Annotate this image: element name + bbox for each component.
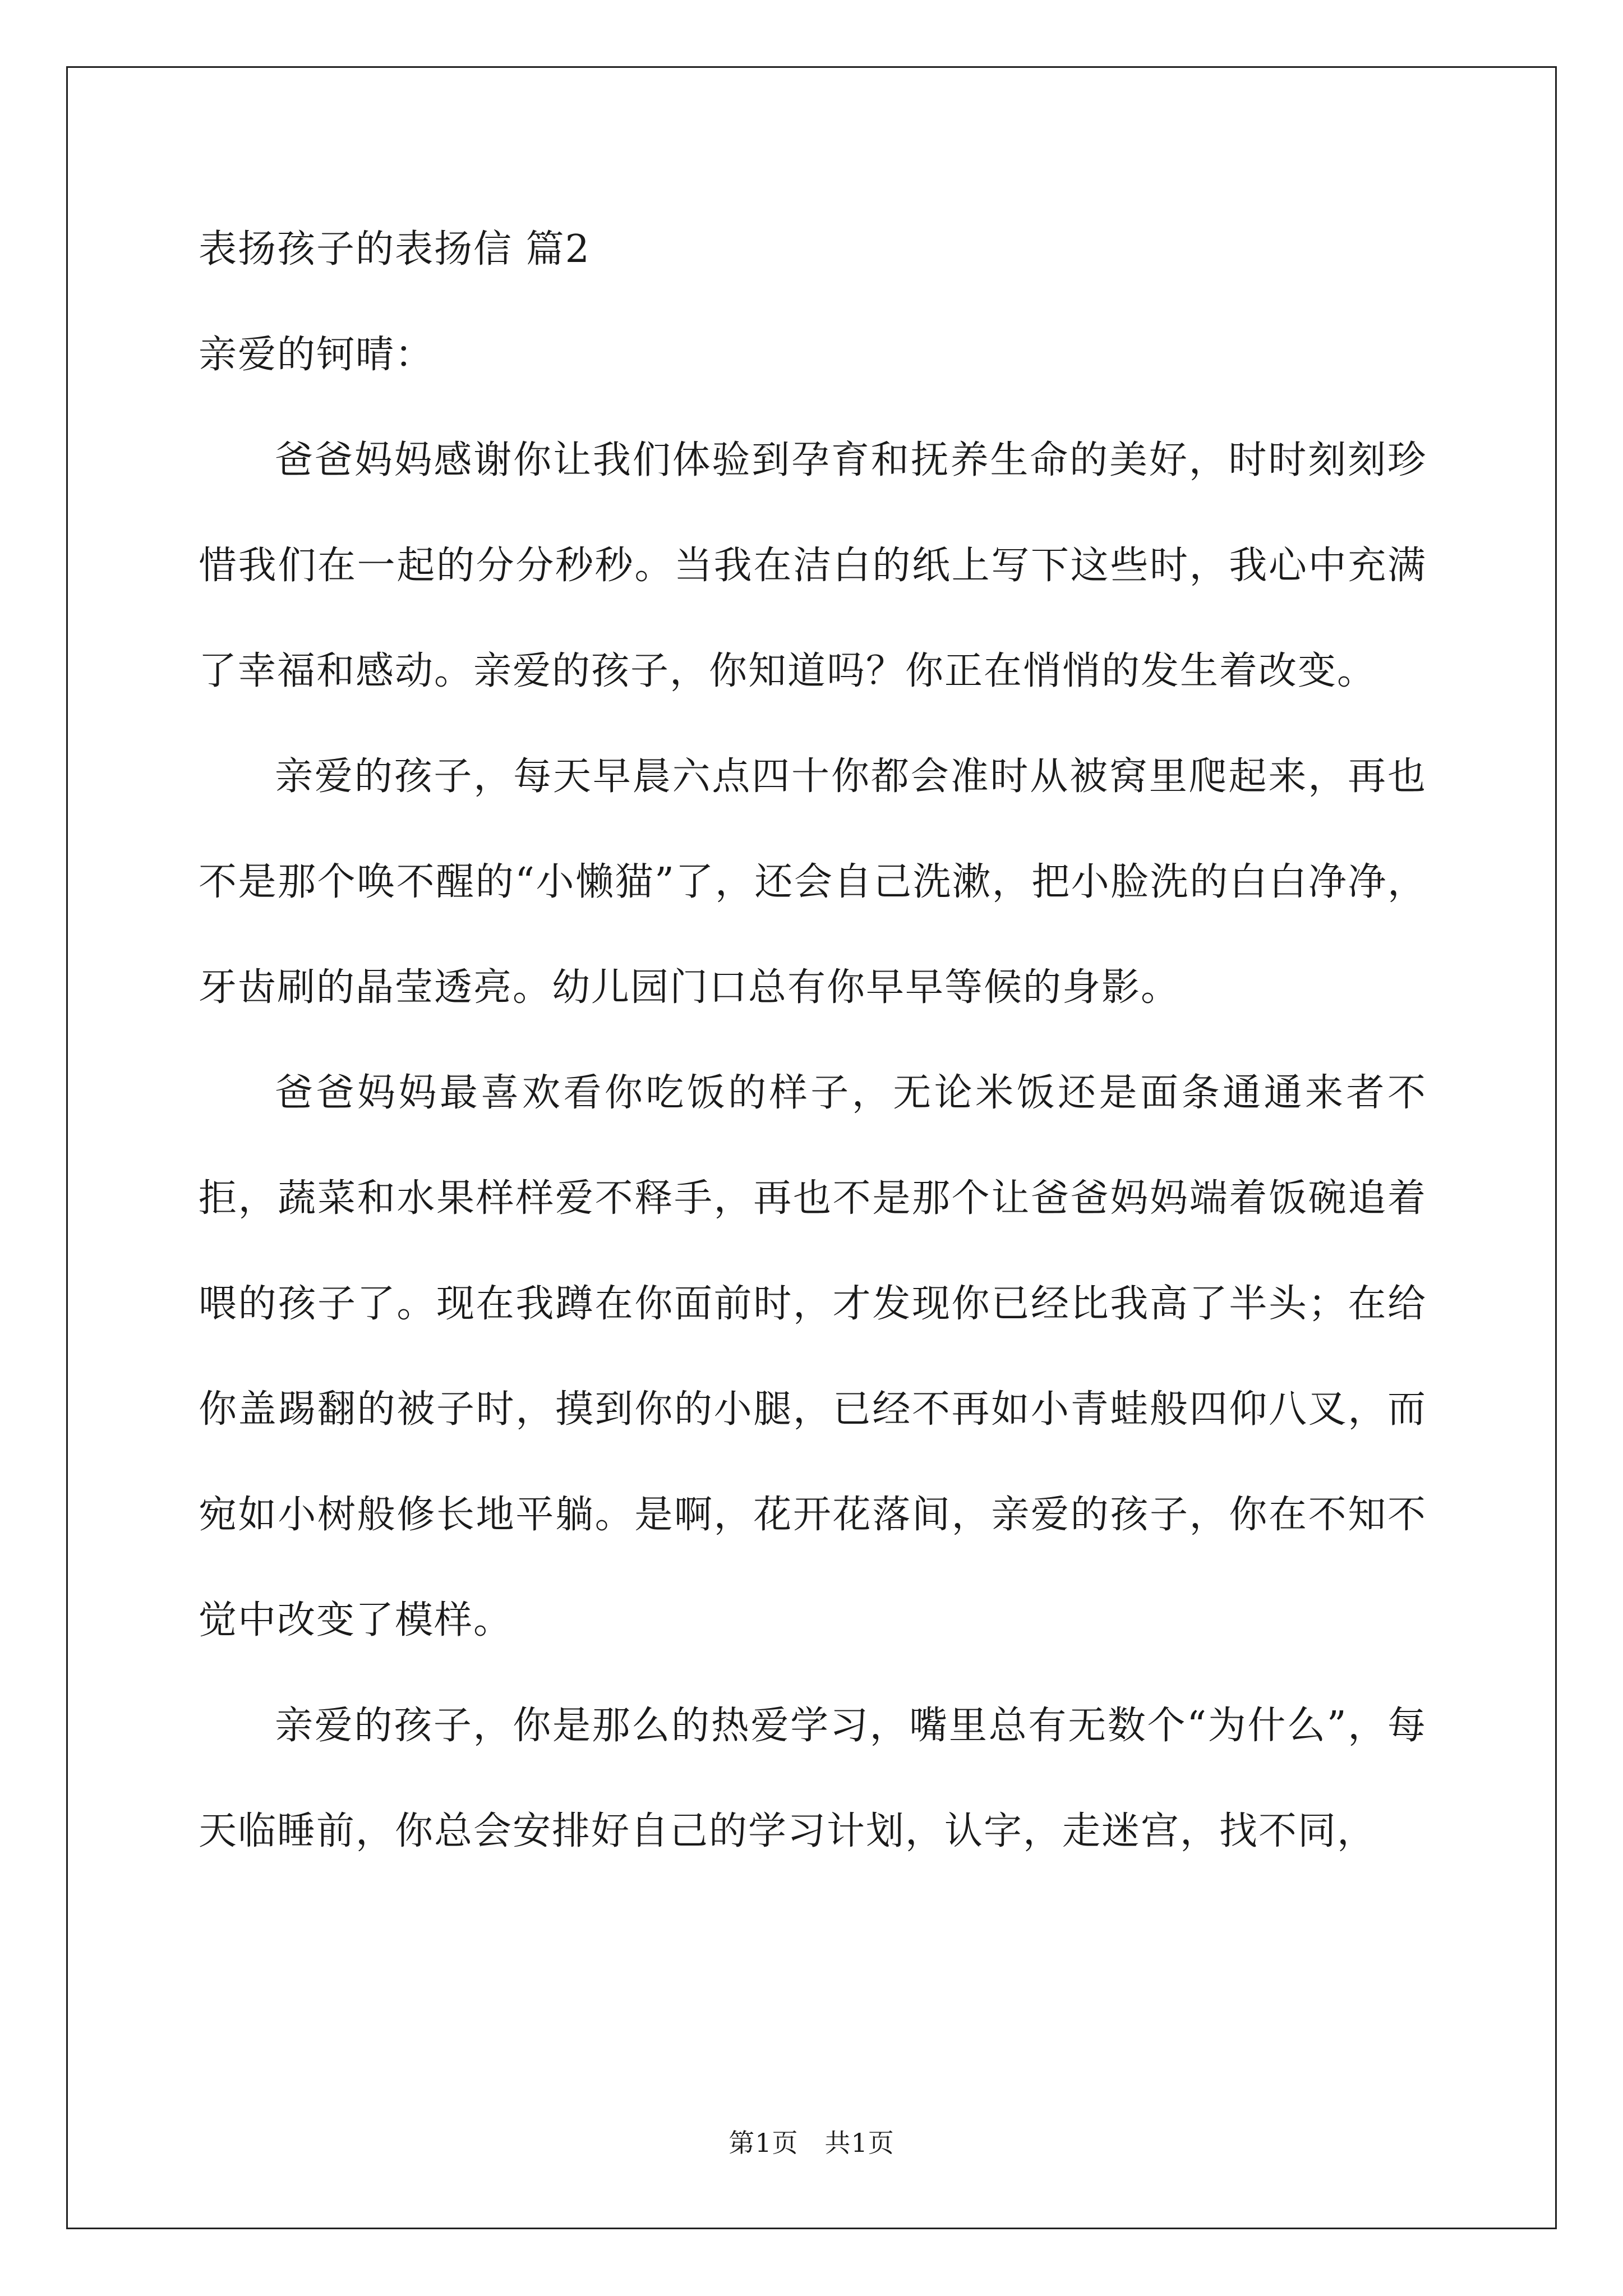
- document-title: 表扬孩子的表扬信 篇2: [199, 227, 591, 272]
- page-footer: 第1页 共1页: [728, 2128, 895, 2158]
- paragraph-3: 爸爸妈妈最喜欢看你吃饭的样子，无论米饭还是面条通通来者不拒，蔬菜和水果样样爱不释手，再也不是那个让爸爸妈妈端着饭碗追着喂的孩子了。现在我蹲在你面前时，才发现你已经比我高了半头；在给你盖踢翻的被子时，摸到你的小腿，已经不再如小青蛙般四仰八叉，而宛如小树般修长地平躺。是啊，花开花落间，亲爱的孩子，你在不知不觉中改变了模样。: [199, 1071, 1427, 1642]
- salutation: 亲爱的钶晴：: [199, 333, 435, 377]
- paragraph-4: 亲爱的孩子，你是那么的热爱学习，嘴里总有无数个“为什么”，每天临睡前，你总会安排好自己的学习计划，认字，走迷宫，找不同，: [199, 1704, 1427, 1853]
- paragraph-2: 亲爱的孩子，每天早晨六点四十你都会准时从被窝里爬起来，再也不是那个唤不醒的“小懒猫”了，还会自己洗漱，把小脸洗的白白净净，牙齿刷的晶莹透亮。幼儿园门口总有你早早等候的身影。: [199, 754, 1427, 1010]
- paragraph-1: 爸爸妈妈感谢你让我们体验到孕育和抚养生命的美好，时时刻刻珍惜我们在一起的分分秒秒。当我在洁白的纸上写下这些时，我心中充满了幸福和感动。亲爱的孩子，你知道吗？你正在悄悄的发生着改变。: [199, 438, 1427, 693]
- document-body: [199, 224, 1427, 1884]
